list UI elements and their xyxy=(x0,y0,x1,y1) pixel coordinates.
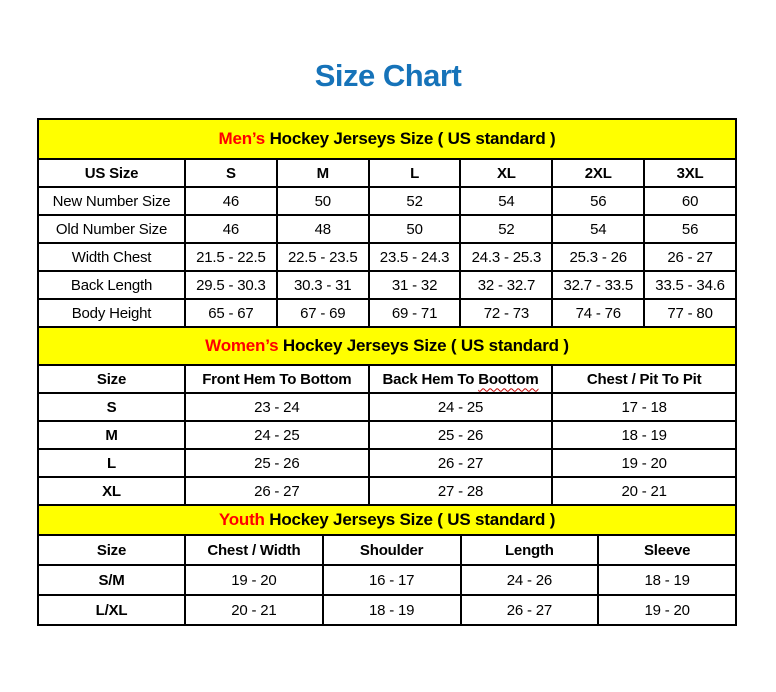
women-size-value: 27 - 28 xyxy=(369,477,553,505)
men-size-value: 56 xyxy=(552,187,644,215)
men-col-header: S xyxy=(185,159,277,187)
men-size-value: 48 xyxy=(277,215,369,243)
men-size-value: 60 xyxy=(644,187,736,215)
men-table-row xyxy=(38,299,736,327)
men-col-header: XL xyxy=(460,159,552,187)
men-table-row xyxy=(38,271,736,299)
men-size-value: 31 - 32 xyxy=(369,271,461,299)
women-section-highlight: Women’s xyxy=(205,336,279,355)
youth-band-row xyxy=(38,505,736,535)
men-size-value: 23.5 - 24.3 xyxy=(369,243,461,271)
women-row-label: XL xyxy=(38,477,185,505)
men-row-label: Old Number Size xyxy=(38,215,185,243)
men-column-header-row xyxy=(38,159,736,187)
men-size-value: 24.3 - 25.3 xyxy=(460,243,552,271)
men-size-value: 72 - 73 xyxy=(460,299,552,327)
men-size-value: 25.3 - 26 xyxy=(552,243,644,271)
men-size-value: 74 - 76 xyxy=(552,299,644,327)
youth-table-row xyxy=(38,595,736,625)
men-col-header: 3XL xyxy=(644,159,736,187)
men-col-header: L xyxy=(369,159,461,187)
youth-size-table xyxy=(37,504,737,626)
women-row-label: L xyxy=(38,449,185,477)
men-size-value: 30.3 - 31 xyxy=(277,271,369,299)
women-table-row xyxy=(38,449,736,477)
men-size-table xyxy=(37,118,737,328)
men-size-value: 46 xyxy=(185,215,277,243)
men-size-value: 33.5 - 34.6 xyxy=(644,271,736,299)
men-table-row xyxy=(38,243,736,271)
men-row-label: Back Length xyxy=(38,271,185,299)
men-band-row xyxy=(38,119,736,159)
men-size-value: 67 - 69 xyxy=(277,299,369,327)
women-size-value: 20 - 21 xyxy=(552,477,736,505)
men-table-row xyxy=(38,187,736,215)
women-size-value: 18 - 19 xyxy=(552,421,736,449)
men-size-value: 21.5 - 22.5 xyxy=(185,243,277,271)
men-col-header: US Size xyxy=(38,159,185,187)
youth-row-label: S/M xyxy=(38,565,185,595)
women-col-header-text: Back Hem To xyxy=(382,370,479,388)
men-row-label: Width Chest xyxy=(38,243,185,271)
women-size-table xyxy=(37,326,737,506)
women-size-value: 19 - 20 xyxy=(552,449,736,477)
youth-size-value: 18 - 19 xyxy=(598,565,736,595)
men-size-value: 52 xyxy=(460,215,552,243)
women-table-row xyxy=(38,421,736,449)
men-size-value: 22.5 - 23.5 xyxy=(277,243,369,271)
size-chart-tables xyxy=(37,118,737,626)
men-size-value: 29.5 - 30.3 xyxy=(185,271,277,299)
women-section-title: Hockey Jerseys Size ( US standard ) xyxy=(278,336,569,355)
women-size-value: 17 - 18 xyxy=(552,393,736,421)
men-size-value: 32.7 - 33.5 xyxy=(552,271,644,299)
youth-size-value: 26 - 27 xyxy=(461,595,599,625)
men-section-header xyxy=(38,119,736,159)
women-row-label: S xyxy=(38,393,185,421)
youth-section-highlight: Youth xyxy=(218,510,265,529)
men-row-label: Body Height xyxy=(38,299,185,327)
men-col-header: 2XL xyxy=(552,159,644,187)
page-title: Size Chart xyxy=(314,58,462,93)
youth-size-value: 24 - 26 xyxy=(461,565,599,595)
women-size-value: 24 - 25 xyxy=(185,421,369,449)
men-size-value: 54 xyxy=(552,215,644,243)
youth-col-header: Sleeve xyxy=(598,535,736,565)
women-col-header: Size xyxy=(38,365,185,393)
men-section-title: Hockey Jerseys Size ( US standard ) xyxy=(265,129,556,148)
women-size-value: 25 - 26 xyxy=(369,421,553,449)
youth-size-value: 19 - 20 xyxy=(598,595,736,625)
men-size-value: 50 xyxy=(277,187,369,215)
women-table-row xyxy=(38,393,736,421)
men-size-value: 46 xyxy=(185,187,277,215)
women-col-header-misspelled-word: Boottom xyxy=(478,370,539,388)
women-size-value: 25 - 26 xyxy=(185,449,369,477)
women-size-value: 23 - 24 xyxy=(185,393,369,421)
youth-column-header-row xyxy=(38,535,736,565)
men-size-value: 54 xyxy=(460,187,552,215)
youth-section-header xyxy=(38,505,736,535)
men-col-header: M xyxy=(277,159,369,187)
women-size-value: 26 - 27 xyxy=(185,477,369,505)
youth-table-row xyxy=(38,565,736,595)
youth-size-value: 16 - 17 xyxy=(323,565,461,595)
youth-size-value: 19 - 20 xyxy=(185,565,323,595)
youth-col-header: Shoulder xyxy=(323,535,461,565)
men-size-value: 56 xyxy=(644,215,736,243)
men-size-value: 52 xyxy=(369,187,461,215)
men-size-value: 65 - 67 xyxy=(185,299,277,327)
women-size-value: 24 - 25 xyxy=(369,393,553,421)
women-col-header: Front Hem To Bottom xyxy=(185,365,369,393)
youth-row-label: L/XL xyxy=(38,595,185,625)
women-section-header xyxy=(38,327,736,365)
men-size-value: 77 - 80 xyxy=(644,299,736,327)
women-col-header: Chest / Pit To Pit xyxy=(552,365,736,393)
men-size-value: 50 xyxy=(369,215,461,243)
youth-col-header: Length xyxy=(461,535,599,565)
youth-size-value: 18 - 19 xyxy=(323,595,461,625)
men-size-value: 32 - 32.7 xyxy=(460,271,552,299)
men-table-row xyxy=(38,215,736,243)
youth-col-header: Chest / Width xyxy=(185,535,323,565)
men-size-value: 26 - 27 xyxy=(644,243,736,271)
women-row-label: M xyxy=(38,421,185,449)
youth-size-value: 20 - 21 xyxy=(185,595,323,625)
men-size-value: 69 - 71 xyxy=(369,299,461,327)
men-row-label: New Number Size xyxy=(38,187,185,215)
men-section-highlight: Men’s xyxy=(218,129,266,148)
women-size-value: 26 - 27 xyxy=(369,449,553,477)
women-column-header-row xyxy=(38,365,736,393)
women-table-row xyxy=(38,477,736,505)
youth-section-title: Hockey Jerseys Size ( US standard ) xyxy=(264,510,556,529)
women-band-row xyxy=(38,327,736,365)
youth-col-header: Size xyxy=(38,535,185,565)
women-col-header xyxy=(369,365,553,393)
